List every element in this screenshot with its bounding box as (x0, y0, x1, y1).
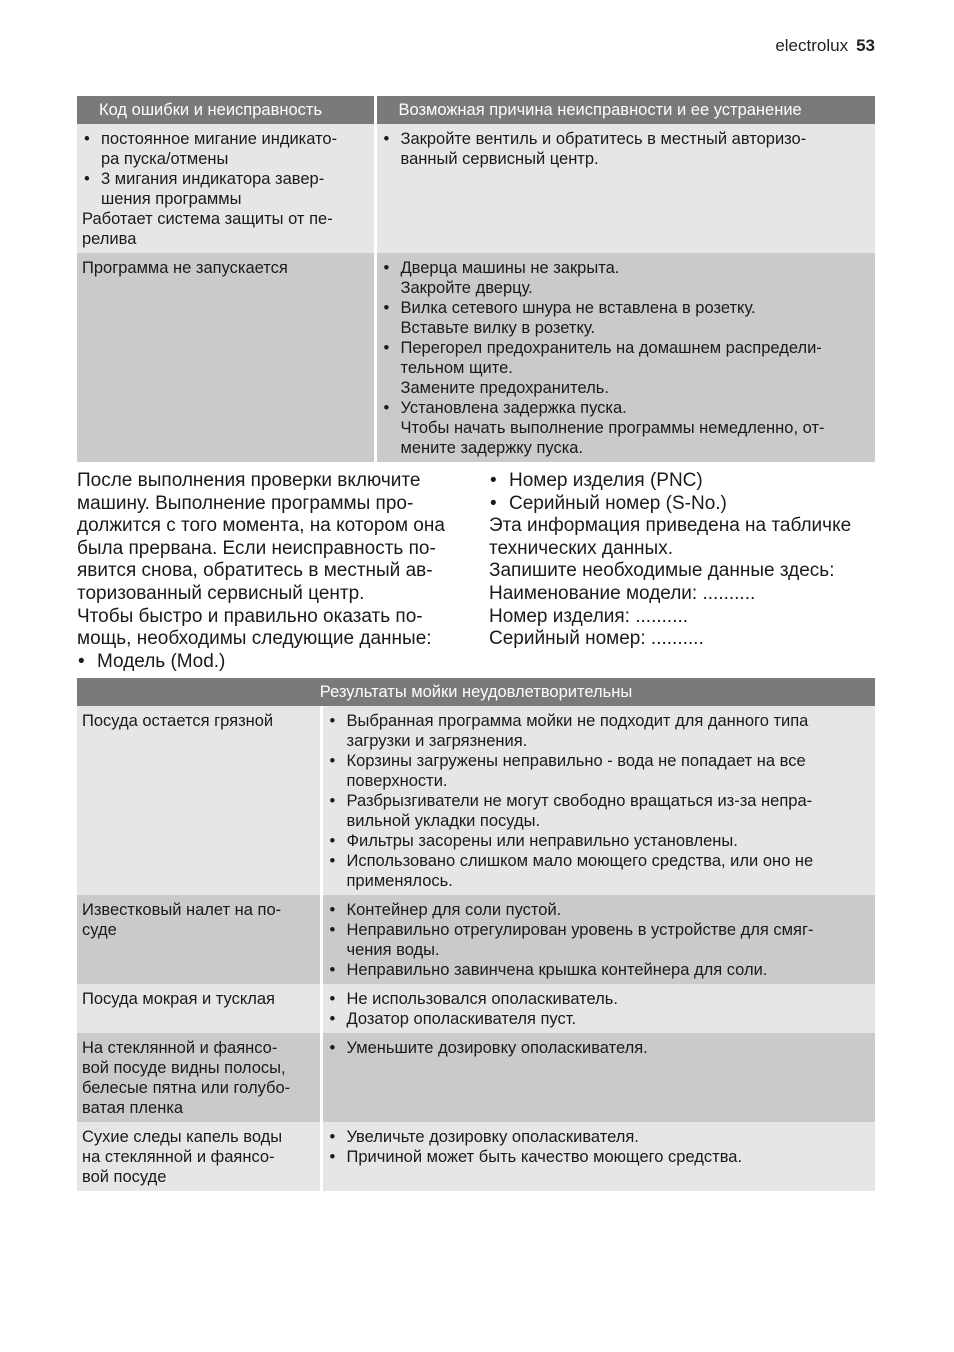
paragraph-line: Чтобы быстро и правильно оказать по- (77, 605, 423, 627)
instructions-left-column (77, 470, 472, 673)
problem-cell: Посуда остается грязной (77, 706, 321, 895)
causes-cell (321, 1033, 875, 1122)
list-item: • Неправильно завинчена крышка контейнера для соли. (328, 960, 868, 980)
page-header (775, 36, 875, 56)
problem-cell: На стеклянной и фаянсо- вой посуде видны полосы, белесые пятна или голубо- ватая пленка (77, 1033, 321, 1122)
instructions-right-column (489, 470, 879, 651)
paragraph-line: Эта информация приведена на табличке (489, 515, 852, 537)
causes-cell (321, 895, 875, 984)
list-item: • Неправильно отрегулирован уровень в устройстве для смяг- чения воды. (328, 920, 868, 960)
page-number: 53 (856, 36, 875, 55)
list-item: • Номер изделия (PNC) (489, 470, 879, 493)
paragraph-line: мощь, необходимы следующие данные: (77, 628, 432, 650)
problem-cell: Сухие следы капель воды на стеклянной и фаянсо- вой посуде (77, 1122, 321, 1191)
list-item: • Уменьшите дозировку ополаскивателя. (328, 1038, 868, 1058)
error-code-table (77, 96, 875, 462)
list-item: • 3 мигания индикатора завер- шения программы (82, 169, 366, 209)
table-row (77, 895, 875, 984)
error-code-cell: Программа не запускается (77, 253, 375, 462)
list-item: • Модель (Mod.) (77, 651, 472, 674)
problem-cell: Посуда мокрая и тусклая (77, 984, 321, 1033)
table-row (77, 1033, 875, 1122)
causes-cell (321, 1122, 875, 1191)
error-code-cell (77, 124, 375, 253)
list-item: • Увеличьте дозировку ополаскивателя. (328, 1127, 868, 1147)
table-row (77, 706, 875, 895)
paragraph-line: Наименование модели: .......... (489, 582, 756, 604)
list-item: • Перегорел предохранитель на домашнем распредели- тельном щите. Замените предохранитель. (382, 338, 868, 398)
column-header-error-code: Код ошибки и неисправность (77, 96, 375, 124)
paragraph-line: должится с того момента, на котором она (77, 515, 445, 537)
table-row (77, 124, 875, 253)
brand-name: electrolux (775, 36, 849, 55)
list-item: • Использовано слишком мало моющего средства, или оно не применялось. (328, 851, 868, 891)
table-row (77, 253, 875, 462)
table-row (77, 984, 875, 1033)
paragraph-line: явится снова, обратитесь в местный ав- (77, 560, 433, 582)
paragraph-line: была прервана. Если неисправность по- (77, 537, 436, 559)
paragraph-line: технических данных. (489, 537, 673, 559)
paragraph-line: машину. Выполнение программы про- (77, 492, 414, 514)
paragraph-line: Серийный номер: .......... (489, 628, 704, 650)
list-item: • Фильтры засорены или неправильно установлены. (328, 831, 868, 851)
remedy-cell (375, 124, 875, 253)
paragraph-line: торизованный сервисный центр. (77, 582, 365, 604)
list-item: • Вилка сетевого шнура не вставлена в розетку. Вставьте вилку в розетку. (382, 298, 868, 338)
causes-cell (321, 706, 875, 895)
list-item: • Установлена задержка пуска. Чтобы начать выполнение программы немедленно, от- мените задержку пуска. (382, 398, 868, 458)
paragraph-line: Номер изделия: .......... (489, 605, 689, 627)
error-note: Работает система защиты от пе- (82, 210, 333, 228)
list-item: • Разбрызгиватели не могут свободно вращаться из-за непра- вильной укладки посуды. (328, 791, 868, 831)
paragraph-line: Запишите необходимые данные здесь: (489, 560, 835, 582)
problem-cell: Известковый налет на по- суде (77, 895, 321, 984)
list-item: • Дозатор ополаскивателя пуст. (328, 1009, 868, 1029)
list-item: • Выбранная программа мойки не подходит для данного типа загрузки и загрязнения. (328, 711, 868, 751)
list-item: • Корзины загружены неправильно - вода не попадает на все поверхности. (328, 751, 868, 791)
list-item: • Закройте вентиль и обратитесь в местный авторизо- ванный сервисный центр. (382, 129, 868, 169)
list-item: • Дверца машины не закрыта. Закройте дверцу. (382, 258, 868, 298)
column-header-cause-remedy: Возможная причина неисправности и ее устранение (375, 96, 875, 124)
paragraph-line: После выполнения проверки включите (77, 470, 421, 491)
causes-cell (321, 984, 875, 1033)
list-item: • Контейнер для соли пустой. (328, 900, 868, 920)
list-item: • Не использовался ополаскиватель. (328, 989, 868, 1009)
table-row (77, 1122, 875, 1191)
list-item: • Причиной может быть качество моющего средства. (328, 1147, 868, 1167)
list-item: • постоянное мигание индикато- ра пуска/отмены (82, 129, 366, 169)
error-note: релива (82, 230, 137, 248)
washing-results-table (77, 678, 875, 1191)
table-title: Результаты мойки неудовлетворительны (77, 678, 875, 706)
remedy-cell (375, 253, 875, 462)
list-item: • Серийный номер (S-No.) (489, 493, 879, 516)
